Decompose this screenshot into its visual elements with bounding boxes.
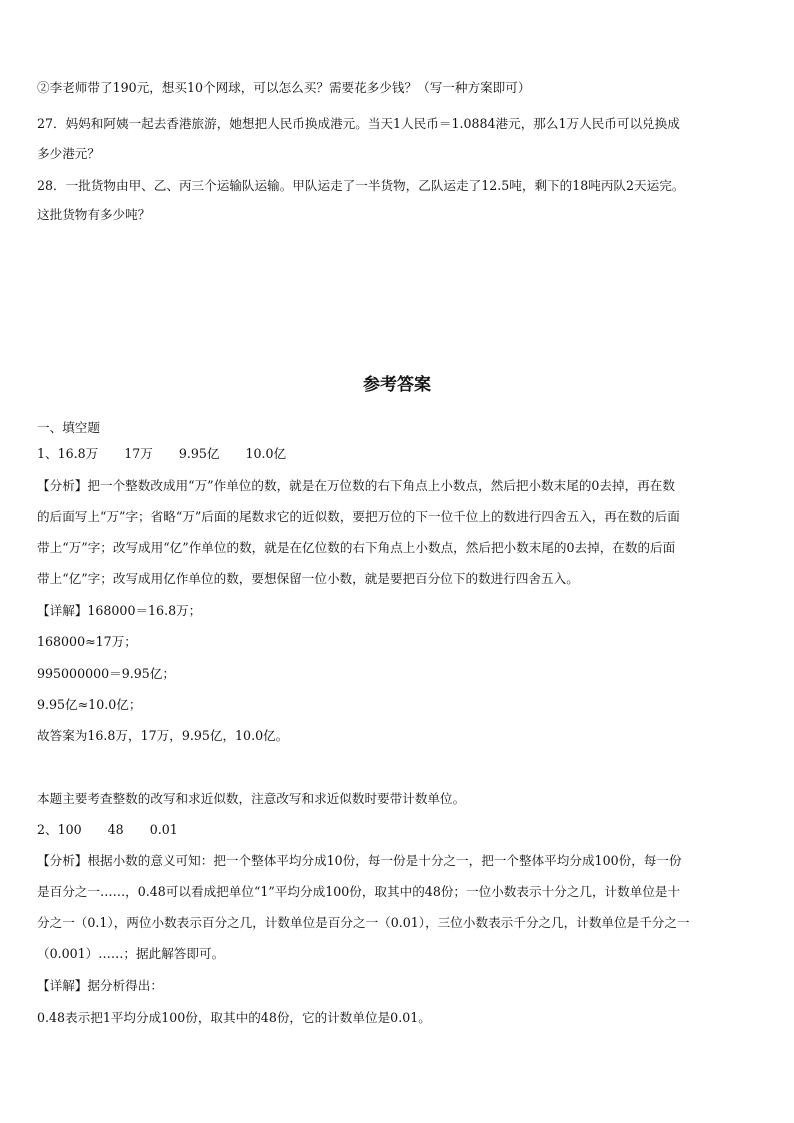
q28-line2: 这批货物有多少吨？ bbox=[37, 207, 151, 222]
answer-value: 17万 bbox=[124, 446, 153, 461]
analysis-line: 【分析】把一个整数改成用“万”作单位的数，就是在万位数的右下角点上小数点，然后把小数末尾的0去掉，再在数 bbox=[37, 478, 675, 493]
analysis-line: 是百分之一……，0.48可以看成把单位“1”平均分成100份，取其中的48份；一位小数表示十分之几，计数单位是十 bbox=[37, 884, 681, 899]
analysis-line: 【分析】根据小数的意义可知：把一个整体平均分成10份，每一份是十分之一，把一个整体平均分成100份，每一份 bbox=[37, 853, 682, 868]
detail-line: 【详解】据分析得出： bbox=[37, 978, 163, 993]
note-line: 本题主要考查整数的改写和求近似数，注意改写和求近似数时要带计数单位。 bbox=[37, 791, 466, 806]
answer-number: 2、 bbox=[37, 822, 58, 837]
analysis-line: 分之一（0.1），两位小数表示百分之几，计数单位是百分之一（0.01），三位小数表示千分之几，计数单位是千分之一 bbox=[37, 915, 690, 930]
detail-line: 995000000＝9.95亿； bbox=[37, 666, 175, 681]
analysis-line: 的后面写上“万”字；省略“万”后面的尾数求它的近似数，要把万位的下一位千位上的数进行四舍五入，再在数的后面 bbox=[37, 509, 680, 524]
q26-part2: ②李老师带了190元，想买10个网球，可以怎么买？需要花多少钱？（写一种方案即可） bbox=[37, 80, 531, 95]
answer-value: 10.0亿 bbox=[245, 446, 287, 461]
section-fill-blank: 一、填空题 bbox=[37, 420, 100, 435]
detail-line: 【详解】168000＝16.8万； bbox=[37, 603, 202, 618]
q28-line1: 28．一批货物由甲、乙、丙三个运输队运输。甲队运走了一半货物，乙队运走了12.5吨，剩下的18吨丙队2天运完。 bbox=[37, 178, 685, 193]
answer-value: 16.8万 bbox=[57, 446, 99, 461]
q27-line1: 27．妈妈和阿姨一起去香港旅游，她想把人民币换成港元。当天1人民币＝1.0884港元，那么1万人民币可以兑换成 bbox=[37, 116, 680, 131]
detail-line: 168000≈17万； bbox=[37, 634, 137, 649]
q27-line2: 多少港元？ bbox=[37, 146, 100, 161]
answer-value: 0.01 bbox=[149, 822, 178, 837]
analysis-line: （0.001）……；据此解答即可。 bbox=[37, 946, 225, 961]
analysis-line: 带上“万”字；改写成用“亿”作单位的数，就是在亿位数的右下角点上小数点，然后把小数末尾的0去掉，在数的后面 bbox=[37, 540, 676, 555]
detail-line: 故答案为16.8万，17万，9.95亿，10.0亿。 bbox=[37, 728, 289, 743]
answer-value: 100 bbox=[57, 822, 82, 837]
answer-1-values bbox=[37, 445, 764, 463]
analysis-line: 带上“亿”字；改写成用亿作单位的数，要想保留一位小数，就是要把百分位下的数进行四舍五入。 bbox=[37, 571, 579, 586]
answer-2-values bbox=[37, 821, 764, 839]
answer-value: 9.95亿 bbox=[178, 446, 220, 461]
answer-value: 48 bbox=[107, 822, 124, 837]
detail-line: 9.95亿≈10.0亿； bbox=[37, 697, 142, 712]
detail-line: 0.48表示把1平均分成100份，取其中的48份，它的计数单位是0.01。 bbox=[37, 1010, 431, 1025]
answer-title: 参考答案 bbox=[363, 375, 431, 395]
answer-number: 1、 bbox=[37, 446, 58, 461]
